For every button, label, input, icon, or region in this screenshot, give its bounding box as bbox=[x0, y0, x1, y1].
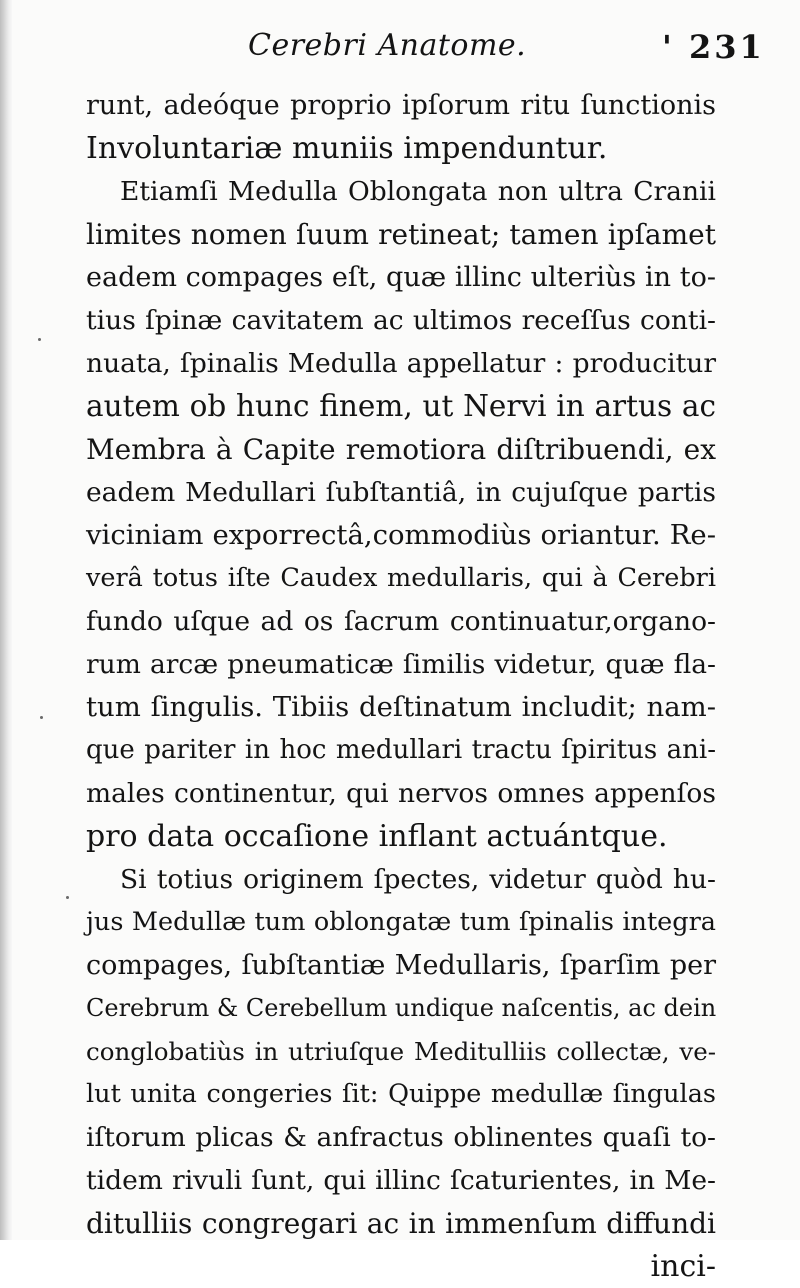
text-line: Involuntariæ muniis impenduntur. bbox=[86, 131, 608, 166]
text-line: que pariter in hoc medullari tractu ſpiritus ani- bbox=[86, 735, 716, 765]
text-line: lut unita congeries ſit: Quippe medullæ ſingulas bbox=[86, 1079, 716, 1109]
text-line: tidem rivuli ſunt, qui illinc ſcaturientes, in Me- bbox=[86, 1165, 716, 1196]
text-line: Cerebrum & Cerebellum undique naſcentis, ac dein bbox=[86, 994, 717, 1022]
text-line: eadem compages eſt, quæ illinc ulteriùs in to- bbox=[86, 262, 716, 293]
text-line: pro data occaſione inflant actuántque. bbox=[86, 819, 668, 854]
text-line: Membra à Capite remotiora diſtribuendi, ex bbox=[86, 433, 716, 466]
paragraph-first-line: Si totius originem ſpectes, videtur quòd hu- bbox=[120, 864, 716, 895]
ink-speck bbox=[66, 896, 69, 899]
text-line: autem ob hunc finem, ut Nervi in artus ac bbox=[86, 389, 716, 423]
text-line: fundo uſque ad os ſacrum continuatur,organo- bbox=[86, 606, 716, 637]
text-line: iſtorum plicas & anfractus oblinentes quaſi to- bbox=[86, 1122, 716, 1153]
text-line: viciniam exporrectâ,commodiùs oriantur. Re- bbox=[86, 519, 716, 551]
text-line: runt, adeóque proprio ipſorum ritu ſunctionis bbox=[86, 90, 716, 121]
running-head-title: Cerebri Anatome. bbox=[248, 28, 527, 63]
paragraph-first-line: Etiamſi Medulla Oblongata non ultra Cranii bbox=[120, 176, 716, 207]
text-line: limites nomen ſuum retineat; tamen ipſamet bbox=[86, 218, 716, 251]
ink-speck bbox=[40, 716, 43, 719]
text-line: rum arcæ pneumaticæ ſimilis videtur, quæ fla- bbox=[86, 649, 716, 680]
text-line: eadem Medullari ſubſtantiâ, in cujuſque partis bbox=[86, 477, 716, 508]
text-line: tius ſpinæ cavitatem ac ultimos receſſus conti- bbox=[86, 305, 716, 336]
text-line: nuata, ſpinalis Medulla appellatur : producitur bbox=[86, 348, 716, 379]
text-line: tum ſingulis. Tibiis deſtinatum includit; nam- bbox=[86, 691, 716, 723]
catchword: inci- bbox=[650, 1249, 716, 1284]
text-line: ditulliis congregari ac in immenſum diffundi bbox=[86, 1207, 716, 1240]
page-number: ' 231 bbox=[662, 28, 765, 66]
text-line: males continentur, qui nervos omnes appenſos bbox=[86, 778, 716, 809]
body-text bbox=[86, 84, 716, 1288]
page-gutter-shadow bbox=[0, 0, 12, 1240]
running-head bbox=[0, 22, 800, 74]
ink-speck bbox=[38, 338, 41, 341]
text-line: jus Medullæ tum oblongatæ tum ſpinalis integra bbox=[86, 907, 716, 937]
text-line: conglobatiùs in utriuſque Meditulliis collectæ, ve- bbox=[86, 1037, 716, 1066]
text-line: compages, ſubſtantiæ Medullaris, ſparſim per bbox=[86, 950, 716, 981]
text-line: verâ totus iſte Caudex medullaris, qui à Cerebri bbox=[86, 563, 716, 593]
